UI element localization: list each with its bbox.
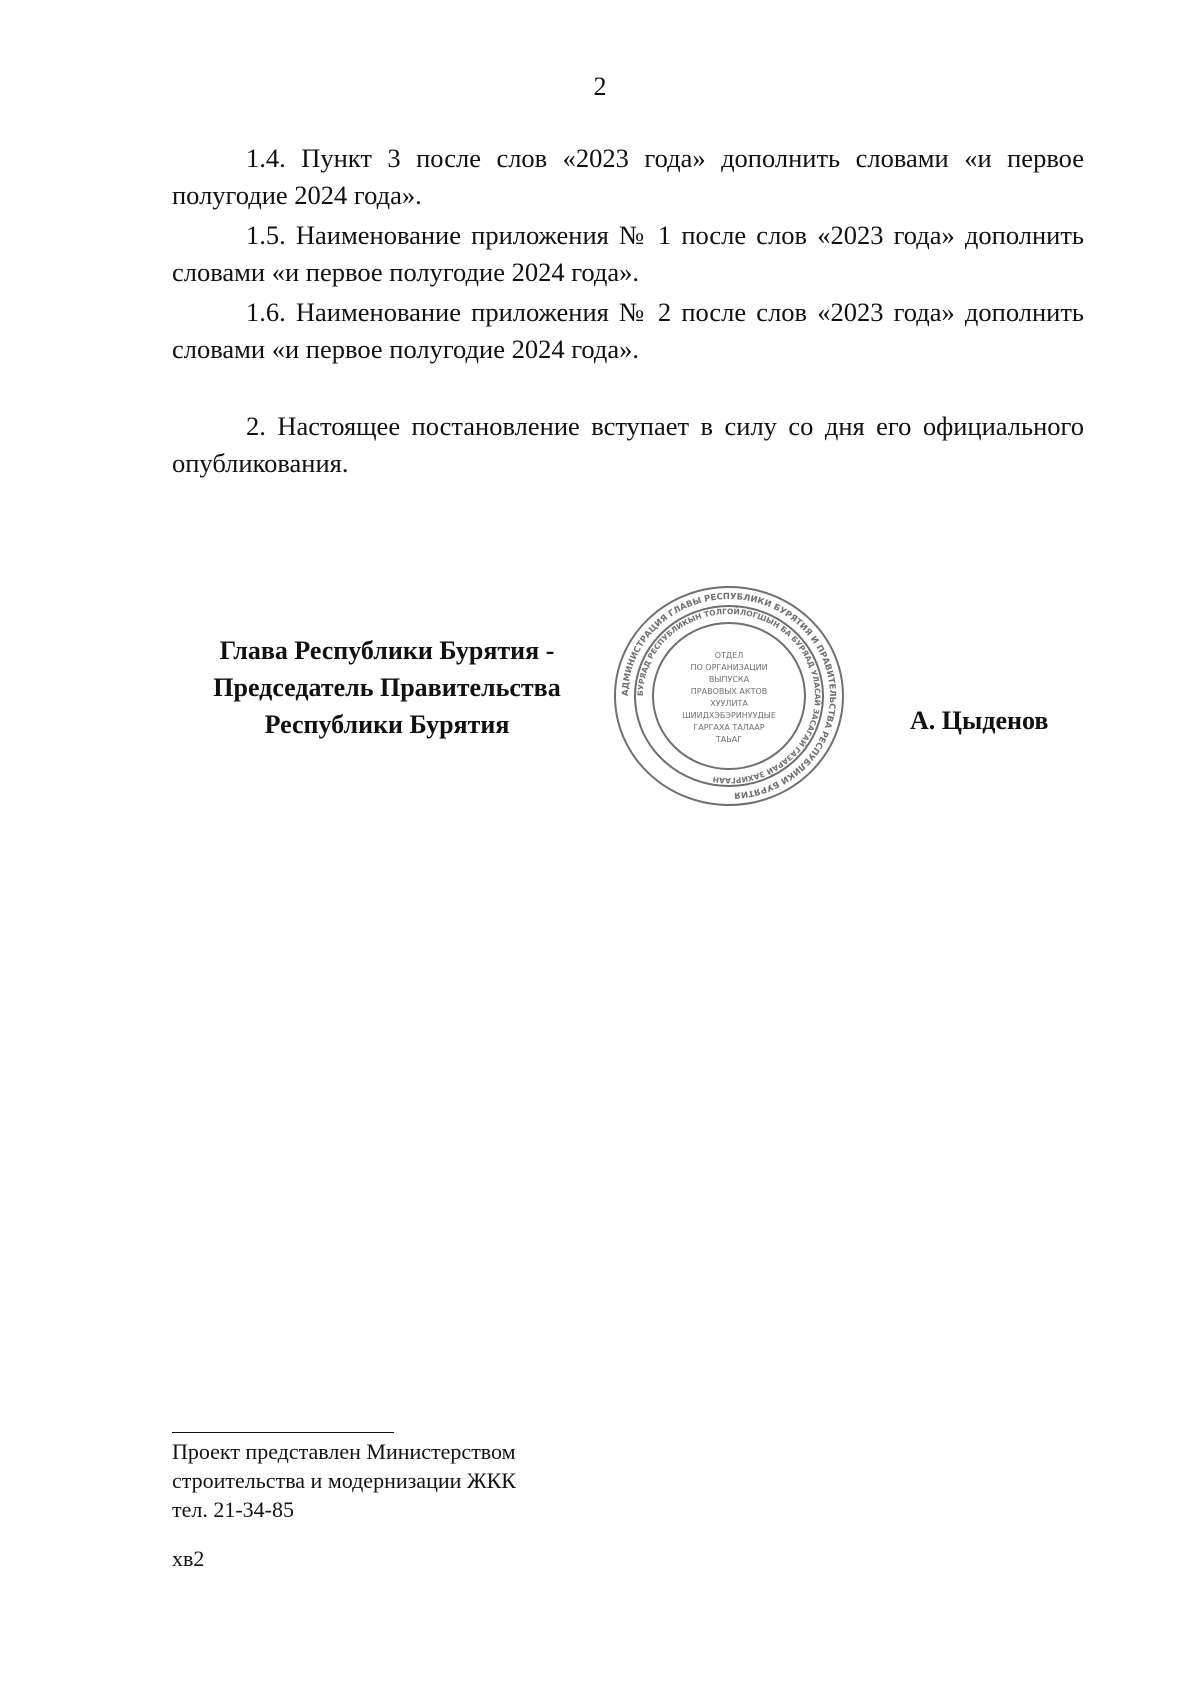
paragraph-1-5: 1.5. Наименование приложения № 1 после слов «2023 года» дополнить словами «и первое полугодие 2024 года». bbox=[172, 220, 1084, 287]
seal-inner-ring bbox=[653, 623, 805, 769]
document-body bbox=[172, 140, 1084, 485]
footnote-line: Проект представлен Министерством bbox=[172, 1439, 516, 1464]
document-code: хв2 bbox=[172, 1546, 205, 1571]
official-seal bbox=[610, 582, 848, 810]
seal-middle-ring bbox=[635, 606, 823, 786]
signatory-title-line: Республики Бурятия bbox=[264, 710, 510, 739]
page-number: 2 bbox=[593, 72, 607, 101]
seal-center-line: ПО ОРГАНИЗАЦИИ bbox=[690, 663, 768, 672]
seal-center-line: ГАРГАХА ТАЛААР bbox=[693, 723, 765, 732]
paragraph-2: 2. Настоящее постановление вступает в силу со дня его официального опубликования. bbox=[172, 411, 1084, 478]
seal-outer-text-path: АДМИНИСТРАЦИЯ ГЛАВЫ РЕСПУБЛИКИ БУРЯТИЯ И ПРАВИТЕЛЬСТВА РЕСПУБЛИКИ БУРЯТИЯ bbox=[620, 591, 838, 800]
footnote-line: тел. 21-34-85 bbox=[172, 1497, 295, 1522]
paragraph-1-4: 1.4. Пункт 3 после слов «2023 года» дополнить словами «и первое полугодие 2024 года». bbox=[172, 143, 1084, 210]
seal-center-line: ПРАВОВЫХ АКТОВ bbox=[690, 687, 768, 696]
signatory-title-line: Глава Республики Бурятия - bbox=[219, 636, 555, 665]
seal-center-line: ТАЬАГ bbox=[715, 735, 743, 744]
footnote-line: строительства и модернизации ЖКК bbox=[172, 1468, 516, 1493]
seal-middle-text-path: БУРЯАД РЕСПУБЛИКЫН ТОЛГОЙЛОГШЫН БА БУРЯАД УЛАСАЙ ЗАСАГАЙ ГАЗАРАЙ ЗАХИРГААН bbox=[635, 606, 823, 786]
seal-center-line: ОТДЕЛ bbox=[714, 651, 744, 660]
paragraph-1-6: 1.6. Наименование приложения № 2 после слов «2023 года» дополнить словами «и первое полугодие 2024 года». bbox=[172, 297, 1084, 364]
seal-center-line: ШИИДХЭБЭРИНУУДЫЕ bbox=[682, 711, 776, 720]
footnote bbox=[172, 1437, 516, 1524]
seal-outer-ring bbox=[615, 587, 843, 805]
footnote-divider bbox=[172, 1432, 394, 1433]
signatory-name: А. Цыденов bbox=[910, 706, 1049, 735]
seal-center-line: ВЫПУСКА bbox=[708, 675, 750, 684]
signatory-title bbox=[172, 632, 602, 743]
signatory-title-line: Председатель Правительства bbox=[213, 673, 561, 702]
seal-center-line: ХУУЛИТА bbox=[710, 699, 748, 708]
